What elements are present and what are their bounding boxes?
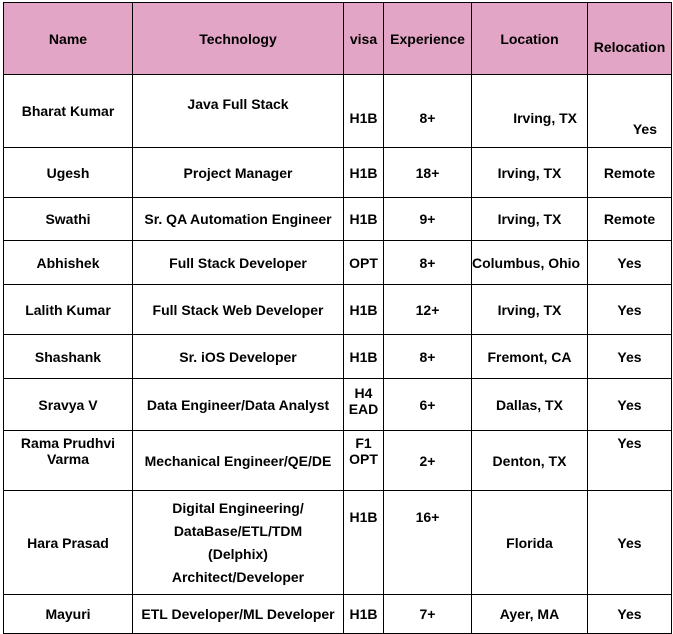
cell-location xyxy=(472,198,588,241)
name-text: Mayuri xyxy=(45,606,91,622)
cell-relocation xyxy=(588,148,672,198)
relocation-text: Yes xyxy=(617,396,642,413)
technology-text: Project Manager xyxy=(183,164,293,181)
cell-experience xyxy=(384,431,472,491)
technology-text: ETL Developer/ML Developer xyxy=(141,606,335,622)
visa-text: H1B xyxy=(349,110,378,126)
cell-relocation xyxy=(588,198,672,241)
experience-text: 8+ xyxy=(419,110,436,126)
cell-name xyxy=(4,285,133,335)
cell-name xyxy=(4,75,133,148)
relocation-text: Yes xyxy=(617,301,642,318)
cell-experience xyxy=(384,148,472,198)
table-row xyxy=(4,75,672,148)
name-text: Ugesh xyxy=(46,164,90,181)
experience-text: 18+ xyxy=(415,164,440,181)
table-row xyxy=(4,595,672,634)
cell-location xyxy=(472,148,588,198)
cell-visa xyxy=(344,75,384,148)
name-text: Hara Prasad xyxy=(27,534,109,551)
location-text: Irving, TX xyxy=(497,164,562,181)
experience-text: 6+ xyxy=(419,396,436,413)
cell-relocation xyxy=(588,75,672,148)
relocation-text: Yes xyxy=(617,435,642,451)
relocation-text: Remote xyxy=(603,164,656,181)
relocation-text: Yes xyxy=(617,606,642,622)
cell-location xyxy=(472,431,588,491)
technology-text: Sr. iOS Developer xyxy=(179,348,297,365)
location-text: Irving, TX xyxy=(513,110,577,126)
cell-technology xyxy=(133,148,344,198)
table-row xyxy=(4,335,672,379)
cell-visa xyxy=(344,335,384,379)
table-row xyxy=(4,241,672,285)
cell-name xyxy=(4,198,133,241)
experience-text: 12+ xyxy=(415,301,440,318)
experience-text: 16+ xyxy=(415,509,440,525)
cell-experience xyxy=(384,75,472,148)
cell-location xyxy=(472,491,588,595)
cell-experience xyxy=(384,335,472,379)
technology-text: Mechanical Engineer/QE/DE xyxy=(144,452,332,469)
cell-technology xyxy=(133,431,344,491)
header-experience: Experience xyxy=(384,3,472,75)
experience-text: 2+ xyxy=(419,452,436,469)
visa-text: H1B xyxy=(349,606,378,622)
visa-text: H1B xyxy=(349,509,378,525)
cell-name xyxy=(4,595,133,634)
visa-text: H1B xyxy=(349,301,378,318)
name-text: Abhishek xyxy=(36,254,100,271)
cell-relocation xyxy=(588,379,672,431)
cell-technology xyxy=(133,491,344,595)
visa-text: H1B xyxy=(349,164,378,181)
cell-name xyxy=(4,431,133,491)
cell-visa xyxy=(344,431,384,491)
name-text: Shashank xyxy=(34,348,102,365)
cell-location xyxy=(472,335,588,379)
cell-relocation xyxy=(588,285,672,335)
technology-text: Sr. QA Automation Engineer xyxy=(144,211,332,227)
cell-location xyxy=(472,241,588,285)
experience-text: 8+ xyxy=(419,254,436,271)
name-text: Swathi xyxy=(45,211,91,227)
cell-name xyxy=(4,491,133,595)
cell-visa xyxy=(344,595,384,634)
cell-experience xyxy=(384,379,472,431)
cell-location xyxy=(472,75,588,148)
cell-experience xyxy=(384,595,472,634)
cell-visa xyxy=(344,491,384,595)
cell-location xyxy=(472,285,588,335)
table-row xyxy=(4,431,672,491)
cell-technology xyxy=(133,335,344,379)
location-text: Columbus, Ohio xyxy=(472,254,581,271)
header-row xyxy=(4,3,672,75)
cell-visa xyxy=(344,379,384,431)
candidates-table xyxy=(3,2,672,634)
visa-text: OPT xyxy=(349,254,378,271)
header-relocation: Relocation xyxy=(588,3,672,75)
technology-text: Java Full Stack xyxy=(187,96,289,112)
cell-visa xyxy=(344,198,384,241)
table-row xyxy=(4,379,672,431)
header-technology: Technology xyxy=(133,3,344,75)
cell-technology xyxy=(133,75,344,148)
table-row xyxy=(4,285,672,335)
cell-visa xyxy=(344,285,384,335)
table-row xyxy=(4,491,672,595)
technology-text: Full Stack Web Developer xyxy=(152,301,324,318)
cell-technology xyxy=(133,241,344,285)
relocation-text: Yes xyxy=(617,348,642,365)
cell-visa xyxy=(344,148,384,198)
experience-text: 9+ xyxy=(419,211,436,227)
location-text: Denton, TX xyxy=(492,452,567,469)
cell-technology xyxy=(133,379,344,431)
technology-text: Full Stack Developer xyxy=(169,254,307,271)
relocation-text: Yes xyxy=(617,534,642,551)
relocation-text: Remote xyxy=(603,211,656,227)
technology-text: Data Engineer/Data Analyst xyxy=(146,396,330,413)
location-text: Florida xyxy=(506,534,553,551)
cell-experience xyxy=(384,241,472,285)
cell-name xyxy=(4,379,133,431)
cell-relocation xyxy=(588,241,672,285)
header-visa: visa xyxy=(344,3,384,75)
location-text: Irving, TX xyxy=(497,301,562,318)
cell-location xyxy=(472,595,588,634)
relocation-text: Yes xyxy=(617,254,642,271)
location-text: Ayer, MA xyxy=(499,606,560,622)
relocation-text: Yes xyxy=(632,121,657,137)
cell-experience xyxy=(384,491,472,595)
cell-technology xyxy=(133,198,344,241)
cell-relocation xyxy=(588,431,672,491)
name-text: Rama Prudhvi Varma xyxy=(20,435,116,467)
cell-technology xyxy=(133,595,344,634)
visa-text: F1 OPT xyxy=(349,435,378,467)
cell-name xyxy=(4,148,133,198)
cell-experience xyxy=(384,198,472,241)
location-text: Fremont, CA xyxy=(487,348,572,365)
cell-experience xyxy=(384,285,472,335)
visa-text: H1B xyxy=(349,348,378,365)
technology-text: Digital Engineering/ DataBase/ETL/TDM (Delphix) Architect/Developer xyxy=(171,500,305,585)
location-text: Irving, TX xyxy=(497,211,562,227)
cell-name xyxy=(4,335,133,379)
cell-visa xyxy=(344,241,384,285)
name-text: Bharat Kumar xyxy=(21,103,115,119)
visa-text: H4 EAD xyxy=(348,385,379,417)
name-text: Sravya V xyxy=(38,396,98,413)
header-location: Location xyxy=(472,3,588,75)
cell-relocation xyxy=(588,595,672,634)
cell-technology xyxy=(133,285,344,335)
visa-text: H1B xyxy=(349,211,378,227)
cell-location xyxy=(472,379,588,431)
location-text: Dallas, TX xyxy=(496,396,563,413)
name-text: Lalith Kumar xyxy=(25,301,111,318)
cell-name xyxy=(4,241,133,285)
experience-text: 7+ xyxy=(419,606,436,622)
table-row xyxy=(4,148,672,198)
cell-relocation xyxy=(588,491,672,595)
cell-relocation xyxy=(588,335,672,379)
table-row xyxy=(4,198,672,241)
experience-text: 8+ xyxy=(419,348,436,365)
header-name: Name xyxy=(4,3,133,75)
